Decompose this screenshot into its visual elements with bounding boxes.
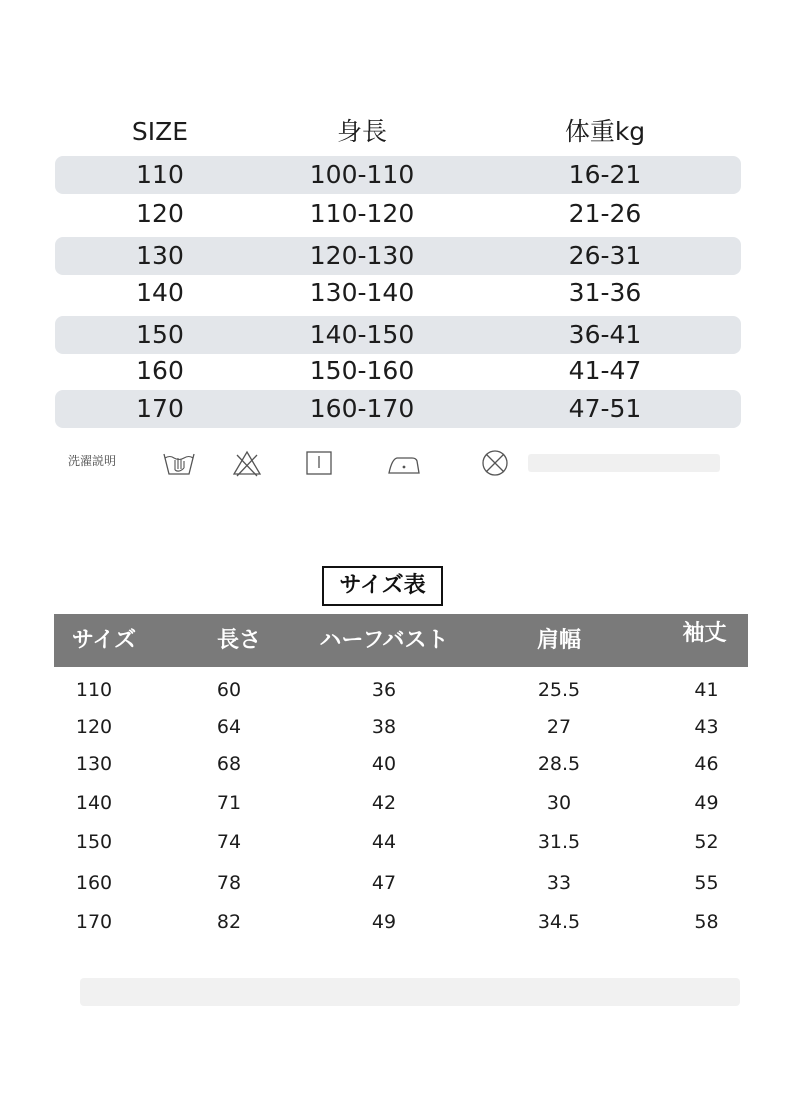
shoulder-cell: 28.5 [537,753,581,775]
weight-cell: 47-51 [568,394,642,423]
do-not-dry-clean-icon [476,446,514,480]
length-cell: 78 [216,872,242,894]
height-cell: 100-110 [309,160,415,189]
blurred-note [80,978,740,1006]
header-weight: 体重kg [564,117,646,146]
half-bust-cell: 40 [371,753,397,775]
table-row [54,672,748,708]
sleeve-cell: 58 [694,911,719,933]
size-cell: 120 [136,199,184,228]
size-cell: 120 [75,716,113,738]
care-instructions [0,440,800,490]
sleeve-cell: 41 [694,679,719,701]
size-cell: 130 [136,241,184,270]
table-row [55,352,741,390]
height-cell: 140-150 [309,320,415,349]
half-bust-cell: 49 [371,911,397,933]
sleeve-cell: 49 [694,792,719,814]
size-cell: 160 [75,872,113,894]
size-cell: 110 [136,160,184,189]
measure-table-title: サイズ表 [322,566,443,606]
weight-cell: 26-31 [568,241,642,270]
table-row [55,390,741,428]
weight-cell: 36-41 [568,320,642,349]
weight-cell: 21-26 [568,199,642,228]
measure-table-header [54,614,748,667]
shoulder-cell: 25.5 [537,679,581,701]
hand-wash-icon [160,446,198,480]
iron-icon [385,446,423,480]
length-cell: 71 [216,792,242,814]
height-cell: 150-160 [309,356,415,385]
size-cell: 150 [75,831,113,853]
sleeve-cell: 46 [694,753,719,775]
weight-cell: 31-36 [568,278,642,307]
table-row [55,316,741,354]
size-cell: 130 [75,753,113,775]
shoulder-cell: 33 [546,872,572,894]
weight-cell: 41-47 [568,356,642,385]
size-cell: 140 [75,792,113,814]
height-cell: 110-120 [309,199,415,228]
half-bust-cell: 36 [371,679,397,701]
care-label: 洗濯説明 [68,454,117,468]
size-cell: 160 [136,356,184,385]
table-row [54,824,748,860]
table-row [55,195,741,233]
shoulder-cell: 27 [546,716,572,738]
half-bust-cell: 47 [371,872,397,894]
table-row [55,156,741,194]
header-half-bust: ハーフバスト [319,628,449,653]
table-row [54,746,748,782]
length-cell: 60 [216,679,242,701]
header-sleeve: 袖丈 [682,621,727,646]
size-cell: 140 [136,278,184,307]
table-row [54,709,748,745]
length-cell: 64 [216,716,242,738]
header-size: サイズ [71,628,137,653]
half-bust-cell: 44 [371,831,397,853]
length-cell: 68 [216,753,242,775]
size-cell: 170 [75,911,113,933]
length-cell: 74 [216,831,242,853]
half-bust-cell: 42 [371,792,397,814]
table-row [54,904,748,940]
shoulder-cell: 34.5 [537,911,581,933]
header-shoulder: 肩幅 [536,628,581,653]
shoulder-cell: 30 [546,792,572,814]
table-row [54,785,748,821]
size-cell: 110 [75,679,113,701]
table-row [54,865,748,901]
header-length: 長さ [216,628,261,653]
do-not-bleach-icon [228,446,266,480]
table-row [55,274,741,312]
shoulder-cell: 31.5 [537,831,581,853]
height-cell: 130-140 [309,278,415,307]
blurred-text [528,454,720,472]
sleeve-cell: 43 [694,716,719,738]
height-cell: 120-130 [309,241,415,270]
header-size: SIZE [131,117,189,146]
height-cell: 160-170 [309,394,415,423]
weight-cell: 16-21 [568,160,642,189]
sleeve-cell: 52 [694,831,719,853]
size-table-header [55,113,741,151]
size-cell: 170 [136,394,184,423]
sleeve-cell: 55 [694,872,719,894]
length-cell: 82 [216,911,242,933]
half-bust-cell: 38 [371,716,397,738]
header-height: 身長 [336,117,387,146]
table-row [55,237,741,275]
tumble-dry-icon [300,446,338,480]
size-cell: 150 [136,320,184,349]
